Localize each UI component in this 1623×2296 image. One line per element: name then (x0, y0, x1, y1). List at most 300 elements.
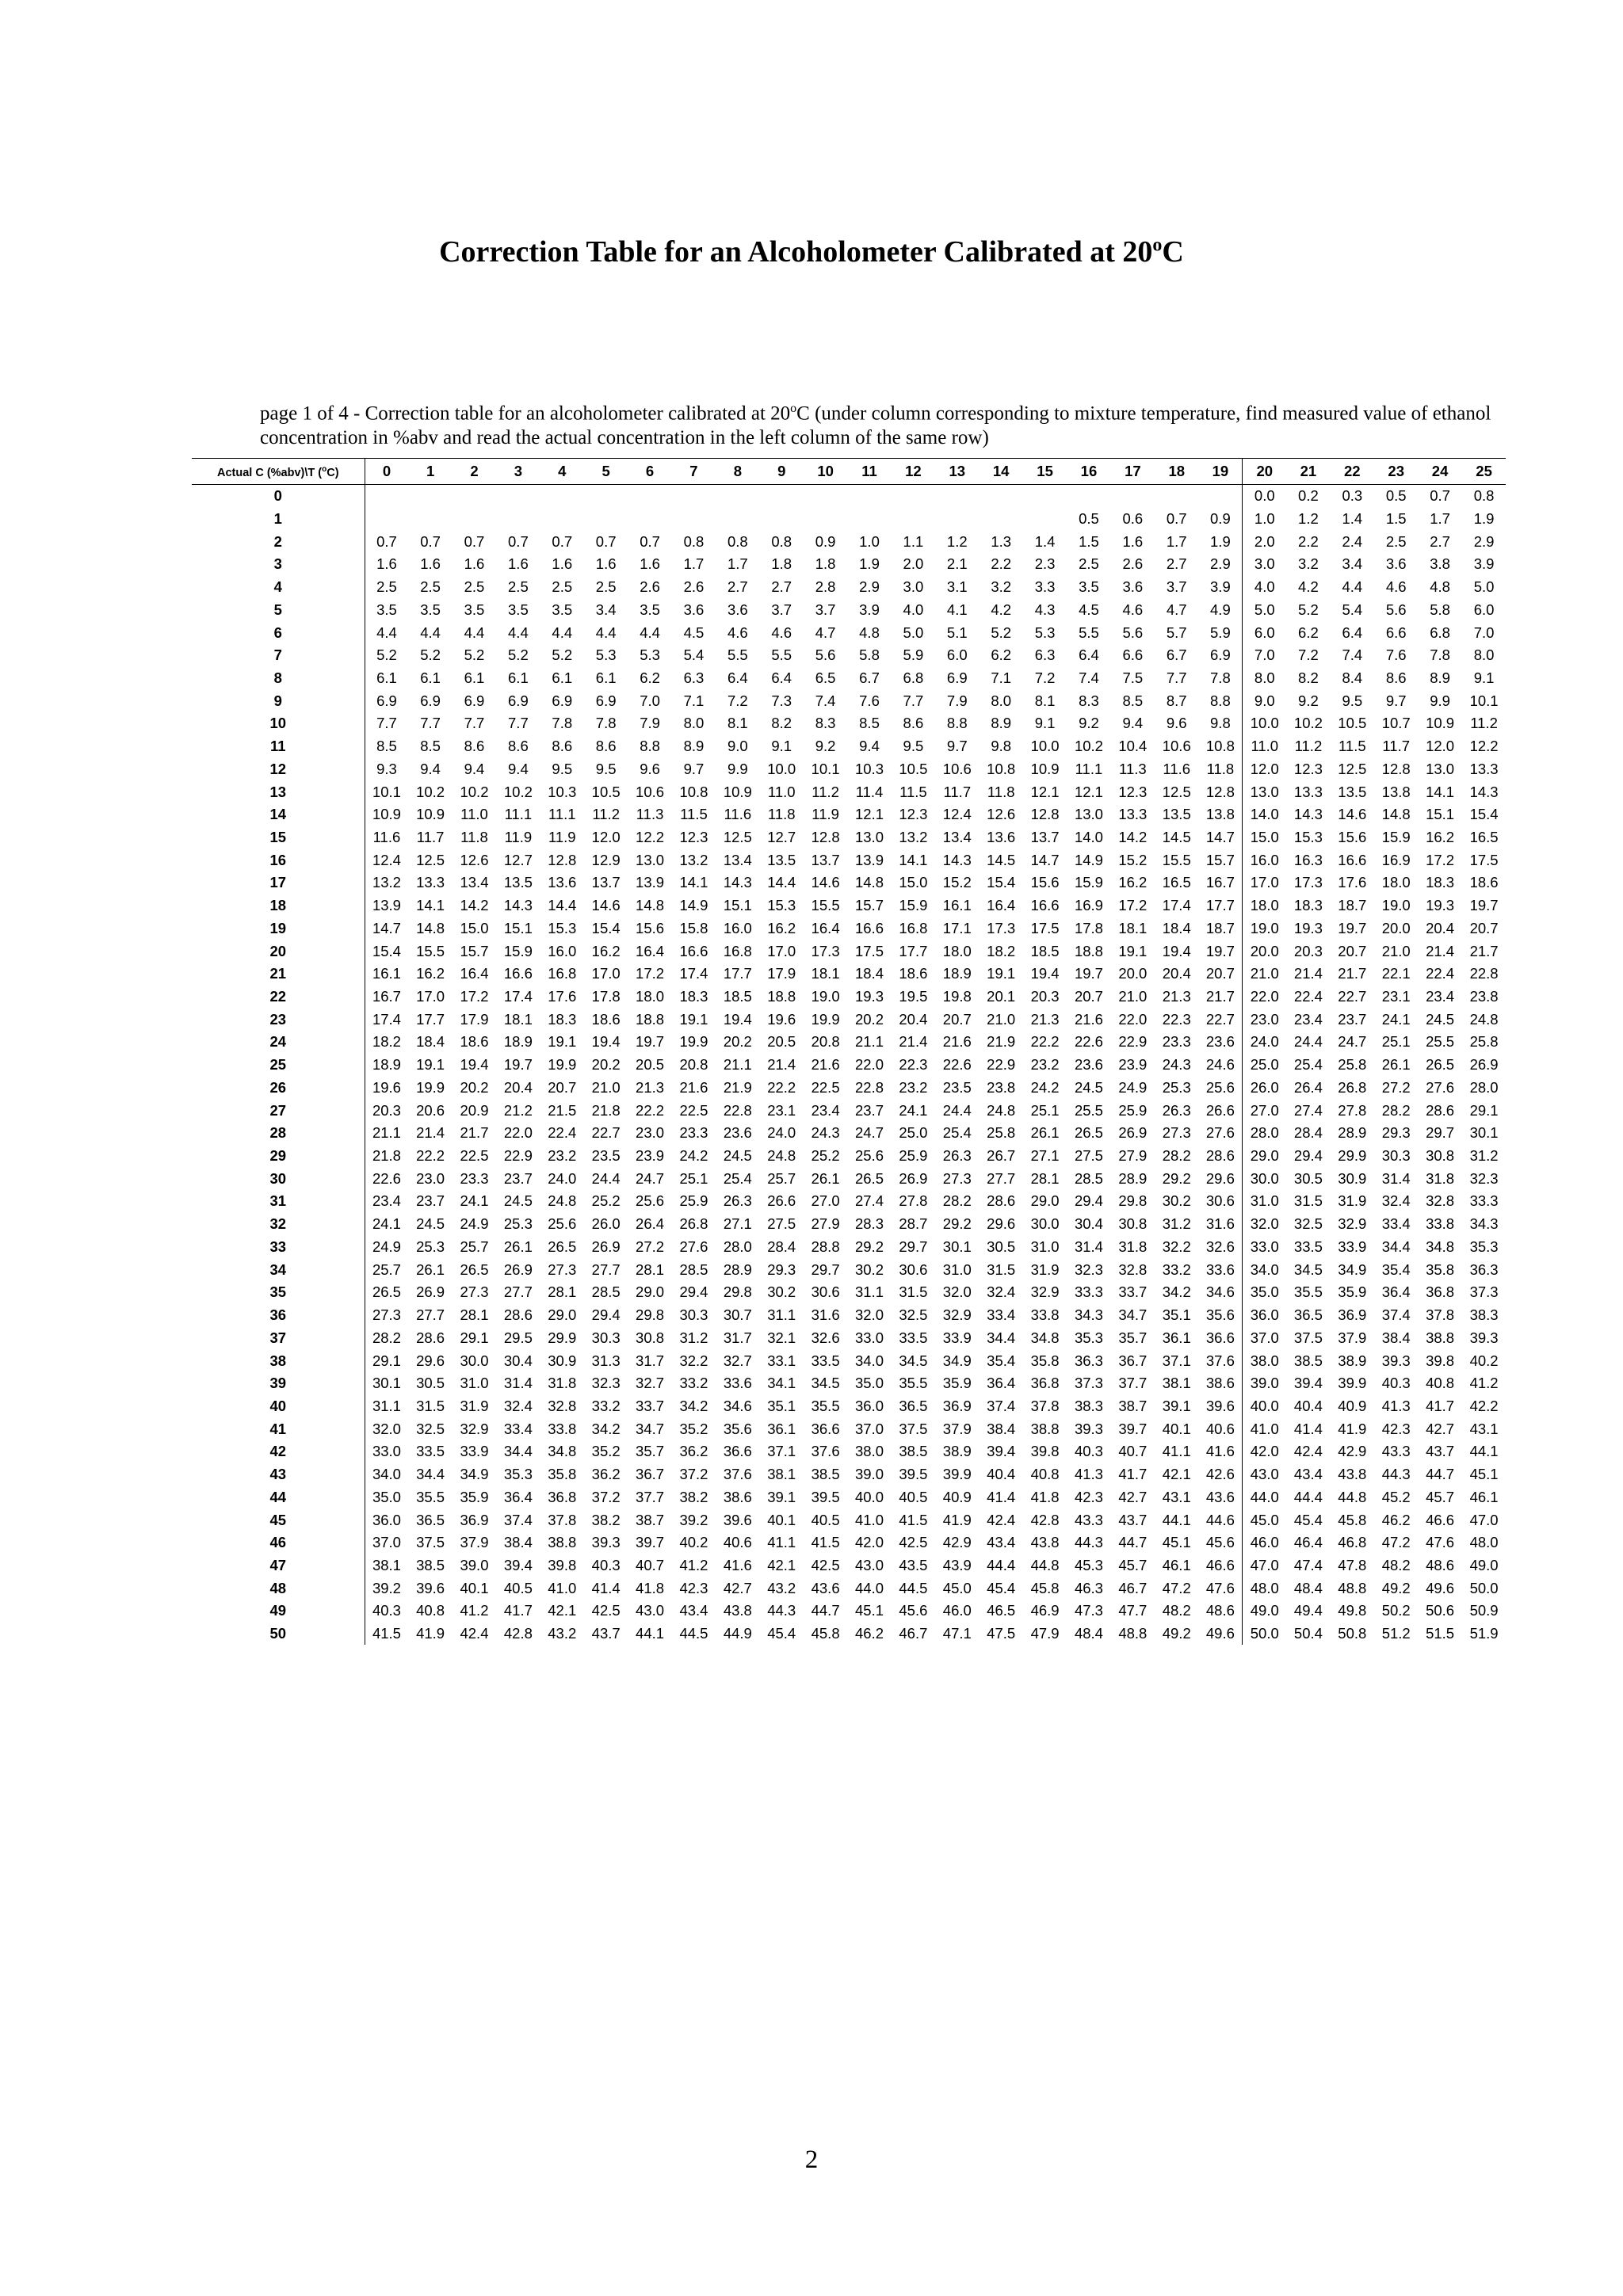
table-cell: 17.3 (1293, 874, 1323, 891)
row-header-actual: 16 (269, 851, 287, 868)
table-cell: 4.2 (1298, 578, 1319, 596)
table-cell: 27.4 (1293, 1101, 1323, 1119)
table-cell: 29.9 (1338, 1147, 1367, 1165)
table-cell: 46.0 (1243, 1531, 1286, 1554)
table-cell: 0.7 (464, 532, 485, 550)
table-cell (716, 508, 759, 531)
table-cell (1155, 484, 1198, 507)
table-cell: 38.2 (679, 1488, 708, 1505)
table-cell: 1.4 (1342, 509, 1363, 527)
table-row (192, 1395, 1506, 1418)
table-cell: 31.1 (365, 1395, 408, 1418)
table-cell: 28.6 (416, 1329, 445, 1346)
table-cell: 15.9 (899, 897, 928, 914)
table-cell: 23.2 (899, 1078, 928, 1096)
table-cell: 15.3 (548, 919, 577, 936)
table-cell: 28.0 (1243, 1122, 1286, 1145)
table-cell: 0.7 (1166, 509, 1187, 527)
column-header-temp-10: 10 (804, 459, 847, 485)
table-cell: 32.6 (1205, 1238, 1235, 1255)
table-cell: 21.0 (1118, 988, 1148, 1005)
table-cell: 20.7 (1074, 988, 1103, 1005)
table-cell: 33.3 (1074, 1283, 1103, 1301)
table-cell: 48.0 (1243, 1577, 1286, 1600)
table-cell: 11.7 (943, 783, 972, 800)
table-cell: 37.7 (636, 1488, 665, 1505)
table-cell: 2.5 (420, 578, 441, 596)
table-cell: 9.6 (640, 760, 660, 777)
row-header-actual: 22 (269, 988, 287, 1005)
table-cell: 35.8 (1426, 1261, 1455, 1278)
table-cell: 45.8 (811, 1625, 840, 1642)
table-cell: 15.6 (636, 919, 665, 936)
table-row (192, 1326, 1506, 1349)
table-cell: 42.4 (460, 1625, 489, 1642)
table-cell: 10.2 (503, 783, 533, 800)
table-cell: 33.9 (942, 1329, 972, 1346)
table-cell: 22.7 (591, 1124, 621, 1142)
table-cell: 0.8 (771, 532, 792, 550)
table-cell: 1.6 (640, 555, 660, 573)
table-row (192, 871, 1506, 894)
table-cell: 11.9 (812, 806, 839, 823)
table-cell: 16.0 (548, 942, 577, 959)
table-cell: 17.0 (1243, 871, 1286, 894)
table-cell: 19.1 (548, 1033, 577, 1051)
table-cell: 13.6 (987, 828, 1016, 845)
table-cell: 41.7 (1426, 1397, 1455, 1414)
table-cell: 20.7 (1469, 919, 1499, 936)
table-cell: 22.4 (1293, 988, 1323, 1005)
table-cell: 0.7 (420, 532, 441, 550)
table-cell: 20.7 (548, 1078, 577, 1096)
table-cell: 43.1 (1162, 1488, 1191, 1505)
table-cell: 1.9 (1473, 509, 1495, 527)
table-cell: 25.7 (365, 1258, 408, 1281)
table-cell: 33.0 (855, 1329, 884, 1346)
table-cell: 21.8 (365, 1145, 408, 1168)
table-cell: 13.9 (855, 851, 884, 868)
table-cell (935, 508, 979, 531)
table-cell: 17.2 (636, 965, 665, 982)
table-cell (847, 484, 891, 507)
table-cell: 35.9 (460, 1488, 489, 1505)
table-cell: 31.6 (1205, 1215, 1235, 1233)
table-cell: 36.2 (679, 1443, 708, 1460)
table-row (192, 1600, 1506, 1623)
table-cell: 17.4 (365, 1008, 408, 1031)
table-cell: 24.5 (1426, 1010, 1455, 1028)
table-cell: 4.5 (1079, 601, 1099, 618)
table-cell: 21.3 (636, 1078, 665, 1096)
table-cell: 23.4 (365, 1190, 408, 1213)
table-cell: 25.8 (1469, 1033, 1499, 1051)
table-cell: 14.1 (679, 874, 708, 891)
table-cell (804, 508, 847, 531)
table-cell: 43.7 (591, 1625, 621, 1642)
table-cell: 31.0 (942, 1261, 972, 1278)
table-cell: 17.5 (1469, 851, 1499, 868)
table-cell: 2.5 (1079, 555, 1099, 573)
table-cell: 1.6 (464, 555, 485, 573)
table-cell: 1.2 (1298, 509, 1319, 527)
table-cell: 42.5 (591, 1602, 621, 1619)
table-cell: 37.9 (460, 1534, 489, 1551)
row-header-actual: 0 (273, 487, 282, 505)
table-cell: 13.7 (591, 874, 621, 891)
table-cell: 41.0 (1243, 1417, 1286, 1440)
table-cell: 17.7 (723, 965, 752, 982)
table-cell: 34.8 (548, 1443, 577, 1460)
table-cell: 40.2 (1469, 1352, 1499, 1369)
table-cell: 38.8 (1426, 1329, 1455, 1346)
table-cell: 11.2 (812, 783, 839, 800)
row-header-actual: 23 (269, 1010, 287, 1028)
table-cell: 18.2 (987, 942, 1016, 959)
table-cell: 30.1 (942, 1238, 972, 1255)
table-cell: 19.7 (1205, 942, 1235, 959)
table-cell: 37.6 (1205, 1352, 1235, 1369)
table-cell: 37.4 (1381, 1306, 1411, 1324)
table-cell: 18.9 (365, 1054, 408, 1077)
table-cell: 27.6 (1426, 1078, 1455, 1096)
table-cell: 5.2 (508, 646, 529, 664)
table-cell: 15.1 (723, 897, 752, 914)
table-cell: 28.2 (942, 1192, 972, 1210)
table-cell: 47.6 (1205, 1579, 1235, 1596)
table-cell: 42.1 (767, 1556, 796, 1573)
table-cell: 2.5 (552, 578, 573, 596)
table-cell: 6.7 (1166, 646, 1187, 664)
table-cell: 39.7 (636, 1534, 665, 1551)
table-cell: 26.1 (1030, 1124, 1060, 1142)
table-cell: 8.5 (859, 715, 880, 732)
table-cell: 30.3 (679, 1306, 708, 1324)
table-cell: 18.6 (899, 965, 928, 982)
table-cell: 40.4 (1293, 1397, 1323, 1414)
table-cell: 3.7 (815, 601, 836, 618)
table-cell: 9.5 (903, 738, 924, 755)
table-cell: 43.8 (1030, 1534, 1060, 1551)
table-cell: 34.9 (1338, 1261, 1367, 1278)
table-cell (584, 508, 628, 531)
table-cell: 26.9 (416, 1283, 445, 1301)
table-cell: 14.9 (679, 897, 708, 914)
table-cell: 0.0 (1243, 484, 1286, 507)
table-cell: 12.0 (591, 828, 621, 845)
table-cell: 8.6 (903, 715, 924, 732)
table-cell: 4.1 (946, 601, 968, 618)
table-cell: 0.8 (683, 532, 705, 550)
table-cell: 16.6 (503, 965, 533, 982)
table-cell: 43.2 (548, 1625, 577, 1642)
table-cell: 11.8 (1206, 760, 1235, 777)
table-cell (847, 508, 891, 531)
table-cell: 28.3 (855, 1215, 884, 1233)
table-cell: 3.6 (727, 601, 748, 618)
table-cell: 19.8 (942, 988, 972, 1005)
table-cell: 16.1 (365, 963, 408, 986)
table-cell: 37.8 (1426, 1306, 1455, 1324)
table-cell: 10.8 (679, 783, 708, 800)
table-cell: 4.5 (683, 624, 705, 641)
table-cell: 24.3 (1162, 1056, 1191, 1074)
table-cell: 28.9 (1338, 1124, 1367, 1142)
table-cell: 20.7 (1205, 965, 1235, 982)
table-cell: 32.9 (1338, 1215, 1367, 1233)
table-cell: 23.4 (811, 1101, 840, 1119)
table-cell: 19.0 (1243, 917, 1286, 940)
table-cell: 25.6 (855, 1147, 884, 1165)
row-header-actual: 18 (269, 897, 287, 914)
table-cell (453, 484, 496, 507)
table-cell: 38.5 (1293, 1352, 1323, 1369)
table-cell: 19.7 (503, 1056, 533, 1074)
table-cell: 12.4 (365, 849, 408, 871)
table-cell: 11.3 (636, 806, 664, 823)
table-cell: 0.8 (1473, 487, 1495, 505)
table-cell: 22.9 (987, 1056, 1016, 1074)
table-cell: 23.1 (767, 1101, 796, 1119)
table-row (192, 780, 1506, 803)
table-cell: 24.0 (548, 1169, 577, 1187)
table-cell: 16.6 (855, 919, 884, 936)
table-cell: 46.7 (1118, 1579, 1148, 1596)
table-cell: 14.5 (987, 851, 1016, 868)
table-cell: 6.9 (420, 692, 441, 709)
table-cell: 23.8 (1469, 988, 1499, 1005)
row-header-actual: 33 (269, 1238, 287, 1255)
table-cell: 35.3 (1469, 1238, 1499, 1255)
table-cell: 4.8 (859, 624, 880, 641)
column-header-temp-20: 20 (1243, 459, 1286, 485)
table-cell: 20.0 (1243, 940, 1286, 963)
table-cell: 33.8 (1426, 1215, 1455, 1233)
table-cell: 35.2 (679, 1420, 708, 1437)
table-cell: 11.9 (548, 828, 576, 845)
table-cell: 23.9 (636, 1147, 665, 1165)
table-cell: 12.2 (636, 828, 665, 845)
table-cell: 43.8 (1338, 1466, 1367, 1483)
table-cell: 5.6 (1385, 601, 1407, 618)
table-cell: 46.8 (1338, 1534, 1367, 1551)
table-cell: 35.9 (1338, 1283, 1367, 1301)
table-cell: 5.1 (946, 624, 968, 641)
table-cell: 13.5 (1162, 806, 1191, 823)
table-cell: 31.1 (855, 1283, 884, 1301)
table-cell: 3.5 (420, 601, 441, 618)
table-cell: 31.9 (1030, 1261, 1060, 1278)
table-cell: 29.6 (1205, 1169, 1235, 1187)
table-cell: 48.4 (1293, 1579, 1323, 1596)
table-cell: 7.8 (595, 715, 617, 732)
table-row (192, 644, 1506, 667)
table-cell: 12.2 (1469, 738, 1499, 755)
table-cell: 6.3 (1034, 646, 1056, 664)
table-cell: 5.8 (859, 646, 880, 664)
table-cell: 31.6 (811, 1306, 840, 1324)
table-cell: 3.5 (508, 601, 529, 618)
table-cell: 27.4 (855, 1192, 884, 1210)
table-cell: 21.6 (679, 1078, 708, 1096)
table-cell: 32.9 (942, 1306, 972, 1324)
table-cell: 37.3 (1469, 1283, 1499, 1301)
column-header-temp-3: 3 (496, 459, 540, 485)
table-cell: 24.5 (1074, 1078, 1103, 1096)
table-cell: 9.4 (420, 760, 441, 777)
column-header-temp-12: 12 (892, 459, 935, 485)
table-cell: 36.4 (987, 1375, 1016, 1392)
table-cell: 25.3 (416, 1238, 445, 1255)
table-cell: 4.4 (1342, 578, 1363, 596)
table-cell: 1.2 (946, 532, 968, 550)
table-cell: 25.4 (723, 1169, 752, 1187)
table-cell (540, 508, 584, 531)
table-cell: 5.3 (640, 646, 660, 664)
table-cell: 2.5 (365, 576, 408, 599)
table-cell: 13.4 (460, 874, 489, 891)
table-cell: 24.8 (987, 1101, 1016, 1119)
table-cell: 7.6 (1385, 646, 1407, 664)
table-cell: 43.3 (1381, 1443, 1411, 1460)
table-cell: 32.3 (591, 1375, 621, 1392)
table-cell: 16.4 (636, 942, 665, 959)
table-row (192, 1258, 1506, 1281)
table-cell: 24.3 (811, 1124, 840, 1142)
table-cell: 26.5 (855, 1169, 884, 1187)
table-cell: 2.7 (727, 578, 748, 596)
table-cell: 2.0 (1243, 530, 1286, 553)
table-cell: 7.7 (365, 712, 408, 735)
table-cell: 18.3 (548, 1010, 577, 1028)
table-cell: 2.9 (1473, 532, 1495, 550)
table-cell: 17.7 (1205, 897, 1235, 914)
table-cell: 24.4 (1293, 1033, 1323, 1051)
table-cell: 41.7 (503, 1602, 533, 1619)
table-cell: 43.3 (1074, 1511, 1103, 1528)
table-cell: 25.1 (1030, 1101, 1060, 1119)
table-cell: 41.4 (1293, 1420, 1323, 1437)
table-cell: 13.0 (1426, 760, 1455, 777)
table-cell: 40.9 (942, 1488, 972, 1505)
table-cell (672, 484, 716, 507)
table-cell: 6.8 (903, 669, 924, 686)
table-cell: 18.6 (591, 1010, 621, 1028)
row-header-actual: 5 (273, 601, 282, 618)
table-row (192, 530, 1506, 553)
table-cell: 12.8 (548, 851, 577, 868)
table-cell: 18.5 (723, 988, 752, 1005)
table-row (192, 1281, 1506, 1304)
table-cell: 19.7 (1338, 919, 1367, 936)
table-cell: 46.6 (1205, 1556, 1235, 1573)
table-cell: 26.9 (1469, 1056, 1499, 1074)
table-cell: 25.1 (679, 1169, 708, 1187)
table-cell: 38.3 (1469, 1306, 1499, 1324)
table-cell: 10.9 (1426, 715, 1455, 732)
table-cell: 3.5 (640, 601, 660, 618)
table-cell: 36.7 (1118, 1352, 1148, 1369)
table-cell: 17.5 (855, 942, 884, 959)
table-cell: 47.6 (1426, 1534, 1455, 1551)
table-cell: 3.2 (991, 578, 1012, 596)
table-cell: 11.3 (1119, 760, 1147, 777)
table-cell: 11.8 (460, 828, 488, 845)
table-cell: 28.4 (1293, 1124, 1323, 1142)
table-cell: 33.7 (636, 1397, 665, 1414)
table-cell: 35.6 (1205, 1306, 1235, 1324)
table-cell: 38.5 (811, 1466, 840, 1483)
table-cell: 40.0 (855, 1488, 884, 1505)
table-cell: 6.9 (552, 692, 573, 709)
table-cell: 34.7 (636, 1420, 665, 1437)
table-cell: 50.4 (1293, 1625, 1323, 1642)
table-cell: 33.4 (503, 1420, 533, 1437)
table-cell: 16.4 (987, 897, 1016, 914)
table-cell: 36.1 (1162, 1329, 1191, 1346)
table-cell: 2.6 (640, 578, 660, 596)
row-header-actual: 36 (269, 1306, 287, 1324)
table-cell: 9.1 (1034, 715, 1056, 732)
table-cell: 1.6 (1122, 532, 1144, 550)
table-cell: 3.6 (1122, 578, 1144, 596)
table-cell: 39.1 (767, 1488, 796, 1505)
table-cell: 12.3 (899, 806, 928, 823)
table-cell: 20.3 (1293, 942, 1323, 959)
table-cell: 16.6 (1030, 897, 1060, 914)
table-cell: 22.0 (1118, 1010, 1148, 1028)
table-cell: 3.6 (683, 601, 705, 618)
table-cell: 36.6 (811, 1420, 840, 1437)
table-cell: 45.3 (1074, 1556, 1103, 1573)
table-cell: 13.7 (811, 851, 840, 868)
table-cell: 37.7 (1118, 1375, 1148, 1392)
table-cell: 44.0 (855, 1579, 884, 1596)
table-cell: 23.3 (460, 1169, 489, 1187)
table-cell: 41.4 (987, 1488, 1016, 1505)
table-cell: 5.0 (1473, 578, 1495, 596)
table-cell: 9.9 (1430, 692, 1450, 709)
table-cell: 23.2 (1030, 1056, 1060, 1074)
table-cell: 47.2 (1381, 1534, 1411, 1551)
table-cell: 14.8 (1381, 806, 1411, 823)
table-cell: 35.0 (365, 1486, 408, 1508)
table-cell: 31.3 (591, 1352, 621, 1369)
table-cell: 19.1 (1118, 942, 1148, 959)
table-cell: 17.5 (1030, 919, 1060, 936)
table-cell: 2.2 (1298, 532, 1319, 550)
table-cell: 8.4 (1342, 669, 1363, 686)
table-cell: 28.5 (679, 1261, 708, 1278)
table-cell: 47.0 (1469, 1511, 1499, 1528)
table-cell: 10.8 (1205, 738, 1235, 755)
table-cell: 19.5 (899, 988, 928, 1005)
table-cell: 39.0 (855, 1466, 884, 1483)
table-cell: 2.5 (1385, 532, 1407, 550)
table-cell: 6.3 (683, 669, 705, 686)
table-cell: 44.5 (679, 1625, 708, 1642)
table-cell: 32.0 (855, 1306, 884, 1324)
table-cell: 33.5 (811, 1352, 840, 1369)
table-cell: 32.2 (1162, 1238, 1191, 1255)
table-cell: 50.9 (1469, 1602, 1499, 1619)
table-cell: 32.3 (1074, 1261, 1103, 1278)
table-cell: 4.4 (640, 624, 660, 641)
table-cell: 15.1 (1426, 806, 1455, 823)
page-title: Correction Table for an Alcoholometer Calibrated at 20$^o$C (439, 235, 1184, 269)
table-cell: 31.7 (636, 1352, 665, 1369)
table-cell: 15.4 (591, 919, 621, 936)
